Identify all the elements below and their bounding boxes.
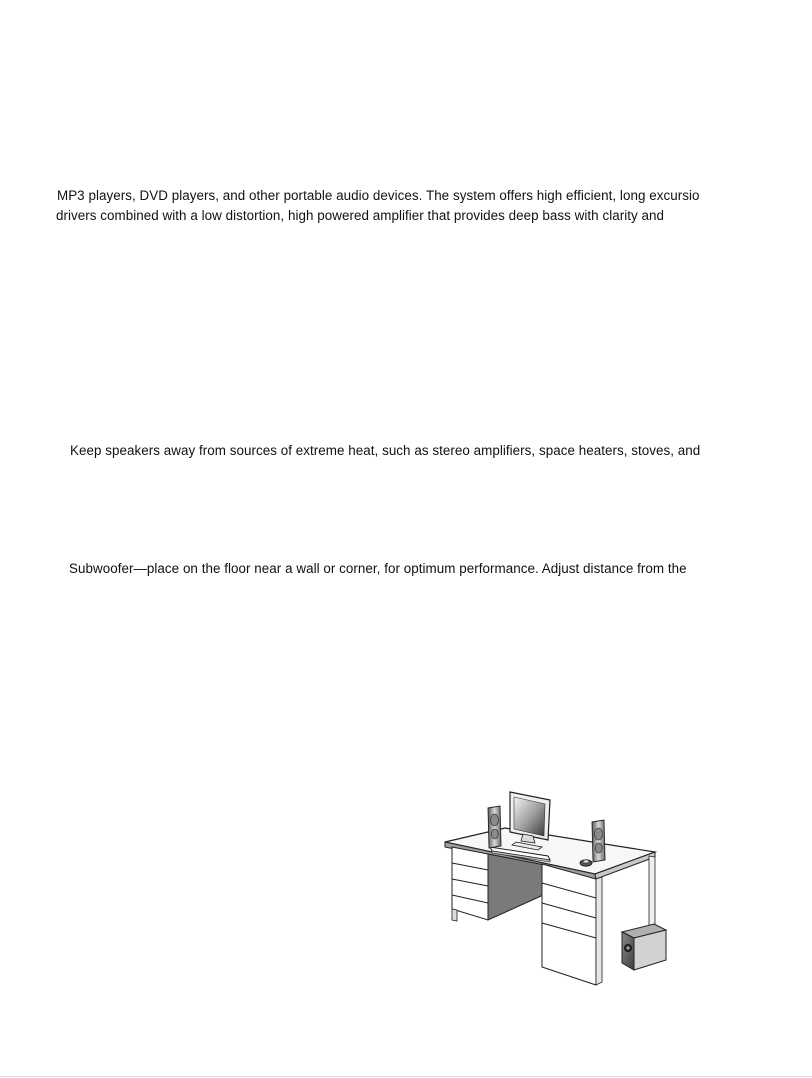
- left-speaker-icon: [488, 806, 501, 848]
- safety-note-text: Keep speakers away from sources of extreme heat, such as stereo amplifiers, space heaters, stoves, and: [70, 443, 701, 458]
- desk-leg: [649, 856, 655, 930]
- right-speaker-icon: [592, 820, 605, 862]
- body-text-line-1: MP3 players, DVD players, and other portable audio devices. The system offers high efficient, long excursio: [57, 188, 700, 203]
- page-bottom-divider: [0, 1076, 812, 1077]
- desk-speaker-setup-illustration: [430, 780, 670, 1000]
- body-text-line-2: drivers combined with a low distortion, high powered amplifier that provides deep bass with clarity and: [56, 208, 665, 223]
- right-drawer-pedestal: [542, 864, 602, 985]
- subwoofer-icon: [622, 924, 666, 970]
- subwoofer-placement-text: Subwoofer—place on the floor near a wall or corner, for optimum performance. Adjust distance from the: [69, 561, 687, 576]
- control-pod-icon: [580, 860, 592, 866]
